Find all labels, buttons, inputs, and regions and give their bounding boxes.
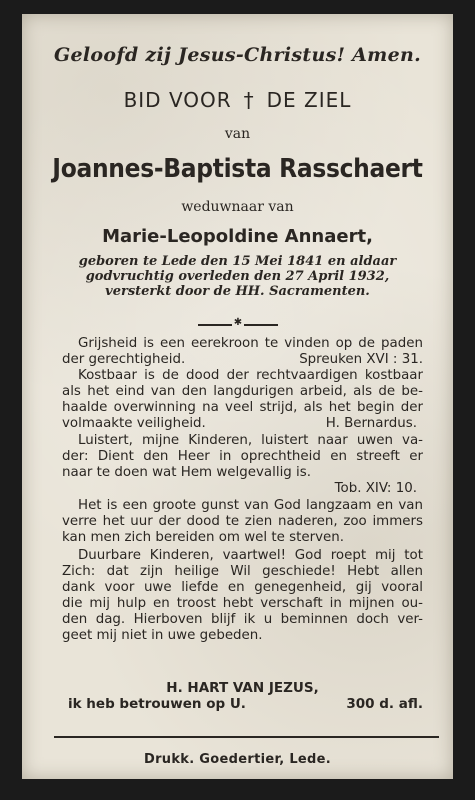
text-line: dank voor uwe liefde en genegenheid, gij vooral [62,580,423,595]
text-line: geet mij niet in uwe gebeden. [62,628,263,643]
text-line: Het is een groote gunst van God langzaam en van [78,498,423,513]
footer-rule [54,736,439,738]
text-paragraph-1 [62,336,423,368]
text-line: Luistert, mijne Kinderen, luistert naar uwen va- [78,433,423,448]
text-line: naar te doen wat Hem welgevallig is. [62,465,312,480]
text-line-content: der gerechtigheid. [62,352,186,367]
prayer-line-1: H. HART VAN JEZUS, [166,680,319,696]
cross-icon: † [243,88,255,112]
indulgence-note: 300 d. afl. [346,696,423,712]
citation: Tob. XIV: 10. [334,481,417,496]
divider-bar-left [198,324,232,326]
text-line: den dag. Hierboven blijf ik u beminnen doch ver- [62,612,423,627]
bid-left-text: BID VOOR [123,88,232,112]
text-line: Duurbare Kinderen, vaartwel! God roept mij tot [78,548,423,563]
star-icon: ✱ [233,317,243,328]
citation: Spreuken XVI : 31. [299,352,423,367]
prayer-line-2: ik heb betrouwen op U. [68,696,246,712]
text-line: haalde overwinning na veel strijd, als het begin der [62,400,423,415]
bid-voor-de-ziel [22,88,453,112]
memorial-card [22,14,453,779]
ornamental-divider [198,317,278,330]
text-line: Zich: dat zijn heilige Wil geschiede! Hebt allen [62,564,423,579]
divider-bar-right [244,324,278,326]
birth-line-3: versterkt door de HH. Sacramenten. [105,284,370,299]
text-line: der: Dient den Heer in oprechtheid en streeft er [62,449,423,464]
card-header: Geloofd zij Jesus-Christus! Amen. [54,44,421,66]
text-line: verre het uur der dood te zien naderen, zoo immers [62,514,423,529]
spouse-name: Marie-Leopoldine Annaert, [102,226,373,247]
citation: H. Bernardus. [325,416,417,431]
text-line: Kostbaar is de dood der rechtvaardigen kostbaar [78,368,423,383]
text-paragraph-4 [62,498,423,546]
bid-right-text: DE ZIEL [266,88,352,112]
text-line: als het eind van den langdurigen arbeid, als de be- [62,384,423,399]
birth-line-1: geboren te Lede den 15 Mei 1841 en aldaar [78,254,397,269]
printer-credit: Drukk. Goedertier, Lede. [144,752,331,767]
text-paragraph-2 [62,368,423,432]
text-paragraph-5 [62,548,423,644]
text-line: volmaakte veiligheid. [62,416,206,431]
text-paragraph-3 [62,433,423,496]
text-line: kan men zich bereiden om wel te sterven. [62,530,345,545]
deceased-name: Joannes-Baptista Rasschaert [52,154,423,184]
text-line: Grijsheid is een eerekroon te vinden op de paden [78,336,423,351]
birth-line-2: godvruchtig overleden den 27 April 1932, [85,269,390,284]
text-line: die mij hulp en troost hebt verschaft in mijnen ou- [62,596,423,611]
widower-text: weduwnaar van [181,199,294,215]
van-text: van [224,126,251,142]
